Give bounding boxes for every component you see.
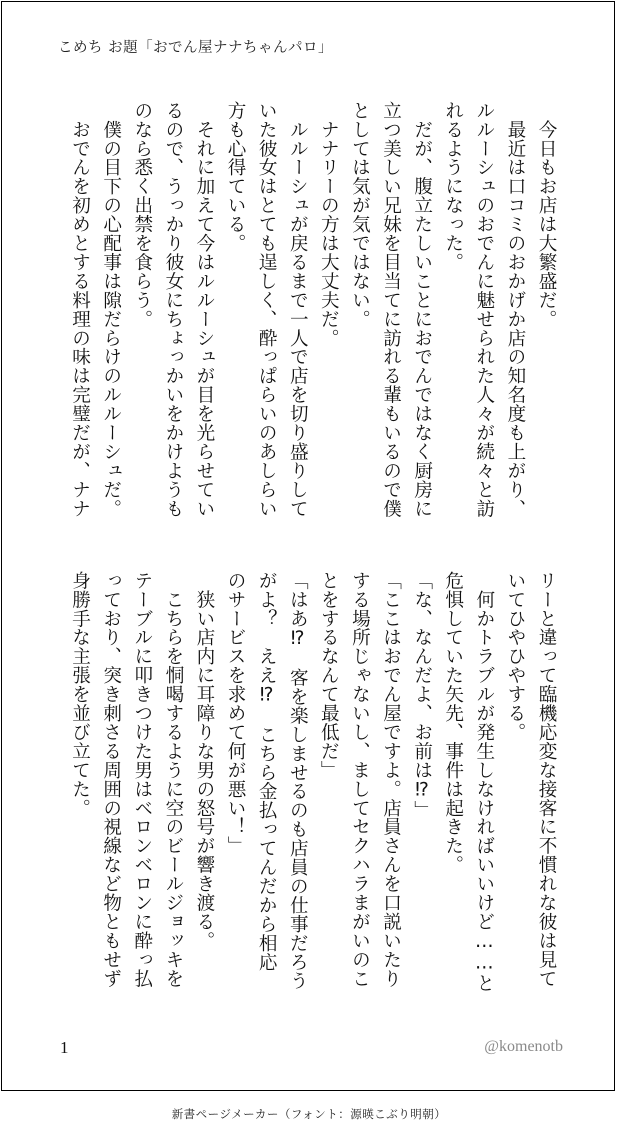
- text-column: がよ？ ええ⁉ こちら金払ってんだから相応: [256, 571, 278, 972]
- text-column: する場所じゃないし、ましてセクハラまがいのこ: [349, 571, 371, 988]
- text-column: いてひやひやする。: [504, 571, 526, 742]
- text-column: 今日もお店は大繁盛だ。: [536, 101, 557, 329]
- text-column: のなら悉く出禁を食らう。: [131, 101, 153, 329]
- text-column: おでんを初めとする料理の味は完璧だが、ナナ: [69, 101, 91, 518]
- text-column: 狭い店内に耳障りな男の怒号が響き渡る。: [193, 571, 215, 950]
- text-column: 何かトラブルが発生しなければいいけど……と: [473, 571, 495, 993]
- text-column: 方も心得ている。: [225, 101, 247, 253]
- text-column: こちらを恫喝するように空のビールジョッキを: [162, 571, 184, 988]
- generator-credit: 新書ページメーカー（フォント：源暎こぶり明朝）: [171, 1107, 447, 1121]
- text-block-bottom: [65, 571, 563, 1001]
- text-column: いた彼女はとても逞しく、酔っぱらいのあしらい: [256, 101, 278, 518]
- text-column: れるようになった。: [442, 101, 464, 272]
- text-column: リーと違って臨機応変な接客に不慣れな彼は見て: [536, 571, 557, 988]
- text-column: 「な、なんだよ、お前は⁉」: [411, 571, 433, 820]
- text-column: テーブルに叩きつけた男はベロンベロンに酔っ払: [131, 571, 153, 988]
- text-column: のサービスを求めて何が悪い！」: [225, 571, 247, 856]
- text-column: としては気が気ではない。: [349, 101, 371, 329]
- text-column: 「ここはおでん屋ですよ。店員さんを口説いたり: [380, 571, 402, 988]
- page-frame: [1, 1, 615, 1091]
- author-handle: @komenotb: [484, 1038, 563, 1055]
- text-block-top: [65, 101, 563, 531]
- text-column: 危惧していた矢先、事件は起きた。: [442, 571, 464, 875]
- page-number: 1: [60, 1038, 69, 1057]
- text-column: 「はあ⁉ 客を楽しませるのも店員の仕事だろう: [287, 571, 309, 991]
- text-column: 立つ美しい兄妹を目当てに訪れる輩もいるので僕: [380, 101, 402, 518]
- text-column: ナナリーの方は大丈夫だ。: [318, 101, 340, 348]
- text-column: 身勝手な主張を並び立てた。: [69, 571, 91, 818]
- text-column: だが、腹立たしいことにおでんではなく厨房に: [411, 101, 433, 518]
- page-title: こめち お題「おでん屋ナナちゃんパロ」: [58, 40, 333, 56]
- text-column: 最近は口コミのおかげか店の知名度も上がり、: [504, 101, 526, 518]
- text-column: っており、突き刺さる周囲の視線など物ともせず: [100, 571, 122, 988]
- text-column: ルルーシュのおでんに魅せられた人々が続々と訪: [473, 101, 495, 518]
- text-column: 僕の目下の心配事は隙だらけのルルーシュだ。: [100, 101, 122, 518]
- text-column: るので、うっかり彼女にちょっかいをかけようも: [162, 101, 184, 518]
- text-column: とをするなんて最低だ」: [318, 571, 340, 780]
- text-column: それに加えて今はルルーシュが目を光らせてい: [193, 101, 215, 518]
- text-column: ルルーシュが戻るまで一人で店を切り盛りして: [287, 101, 309, 518]
